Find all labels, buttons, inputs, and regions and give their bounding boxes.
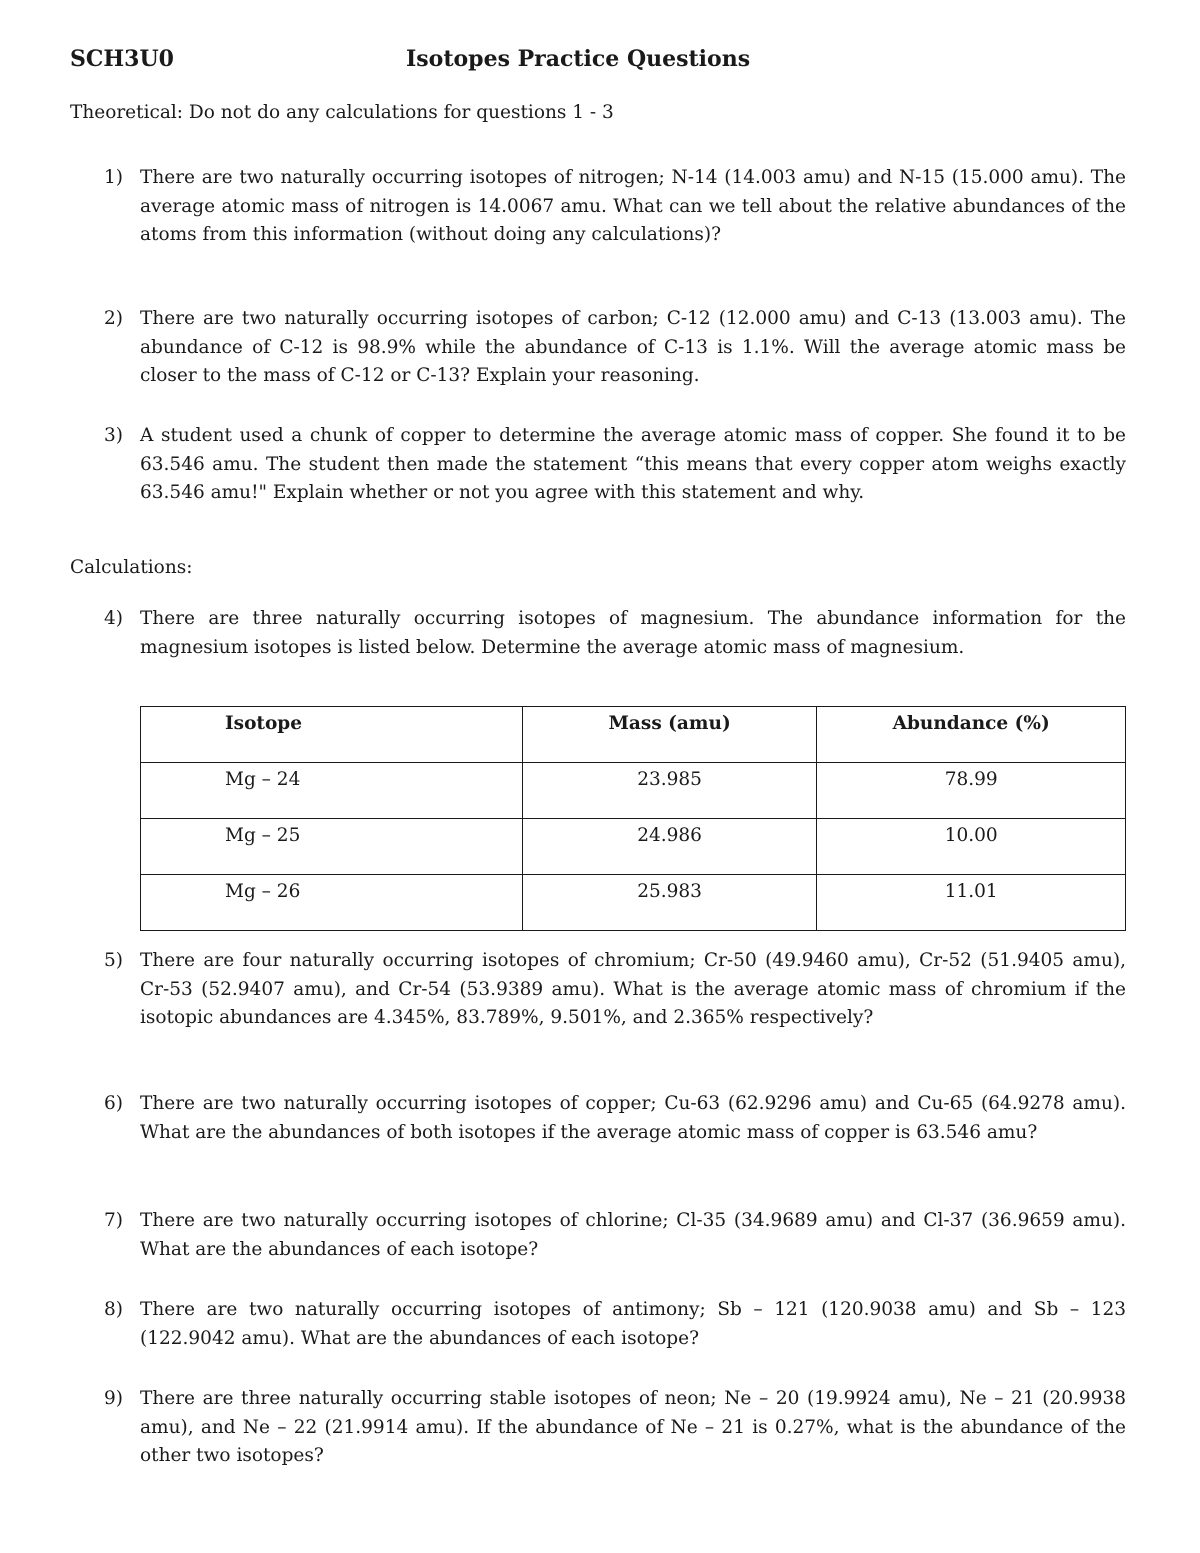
abundance-cell: 10.00 [817,819,1126,875]
question-1 [104,164,1126,250]
table-header-row [141,707,1126,763]
question-8 [104,1296,1126,1353]
question-text: There are three naturally occurring stable isotopes of neon; Ne – 20 (19.9924 amu), Ne – 21 (20.9938 amu), and Ne – 22 (21.9914 amu). If the abundance of Ne – 21 is 0.27%, what is the abundance of the other two isotopes? [140,1388,1126,1467]
mass-cell: 25.983 [522,875,817,931]
abundance-cell: 78.99 [817,763,1126,819]
magnesium-isotope-table [140,706,1126,931]
course-code: SCH3U0 [70,46,174,72]
isotope-cell: Mg – 24 [141,763,523,819]
mass-cell: 23.985 [522,763,817,819]
question-text: There are two naturally occurring isotopes of carbon; C-12 (12.000 amu) and C-13 (13.003 amu). The abundance of C-12 is 98.9% while the abundance of C-13 is 1.1%. Will the average atomic mass be closer to the mass of C-12 or C-13? Explain your reasoning. [140,308,1126,387]
question-4 [104,605,1126,662]
question-text: There are four naturally occurring isotopes of chromium; Cr-50 (49.9460 amu), Cr-52 (51.9405 amu), Cr-53 (52.9407 amu), and Cr-54 (53.9389 amu). What is the average atomic mass of chromium if the isotopic abundances are 4.345%, 83.789%, 9.501%, and 2.365% respectively? [140,950,1126,1029]
isotope-cell: Mg – 25 [141,819,523,875]
calculations-heading: Calculations: [70,557,193,578]
question-7 [104,1207,1126,1264]
mass-cell: 24.986 [522,819,817,875]
worksheet-header [70,46,1126,78]
question-2 [104,305,1126,391]
column-header-mass: Mass (amu) [522,707,817,763]
question-number: 6) [104,1093,123,1114]
question-text: There are two naturally occurring isotopes of nitrogen; N-14 (14.003 amu) and N-15 (15.000 amu). The average atomic mass of nitrogen is 14.0067 amu. What can we tell about the relative abundances of the atoms from this information (without doing any calculations)? [140,167,1126,246]
table-row [141,763,1126,819]
question-text: There are two naturally occurring isotopes of copper; Cu-63 (62.9296 amu) and Cu-65 (64.9278 amu). What are the abundances of both isotopes if the average atomic mass of copper is 63.546 amu? [140,1093,1126,1143]
question-text: There are three naturally occurring isotopes of magnesium. The abundance information for the magnesium isotopes is listed below. Determine the average atomic mass of magnesium. [140,608,1126,658]
question-9 [104,1385,1126,1471]
question-number: 2) [104,308,123,329]
question-5 [104,947,1126,1033]
isotope-cell: Mg – 26 [141,875,523,931]
question-6 [104,1090,1126,1147]
page-title: Isotopes Practice Questions [406,46,751,72]
table-row [141,875,1126,931]
table-row [141,819,1126,875]
question-text: A student used a chunk of copper to determine the average atomic mass of copper. She found it to be 63.546 amu. The student then made the statement “this means that every copper atom weighs exactly 63.546 amu!" Explain whether or not you agree with this statement and why. [140,425,1126,504]
question-text: There are two naturally occurring isotopes of antimony; Sb – 121 (120.9038 amu) and Sb – 123 (122.9042 amu). What are the abundances of each isotope? [140,1299,1126,1349]
question-number: 1) [104,167,123,188]
question-number: 4) [104,608,123,629]
column-header-abundance: Abundance (%) [817,707,1126,763]
question-number: 9) [104,1388,123,1409]
question-number: 5) [104,950,123,971]
question-number: 8) [104,1299,123,1320]
question-number: 7) [104,1210,123,1231]
column-header-isotope: Isotope [141,707,523,763]
theoretical-instructions: Theoretical: Do not do any calculations for questions 1 - 3 [70,102,614,123]
question-text: There are two naturally occurring isotopes of chlorine; Cl-35 (34.9689 amu) and Cl-37 (36.9659 amu). What are the abundances of each isotope? [140,1210,1126,1260]
question-number: 3) [104,425,123,446]
question-3 [104,422,1126,508]
abundance-cell: 11.01 [817,875,1126,931]
